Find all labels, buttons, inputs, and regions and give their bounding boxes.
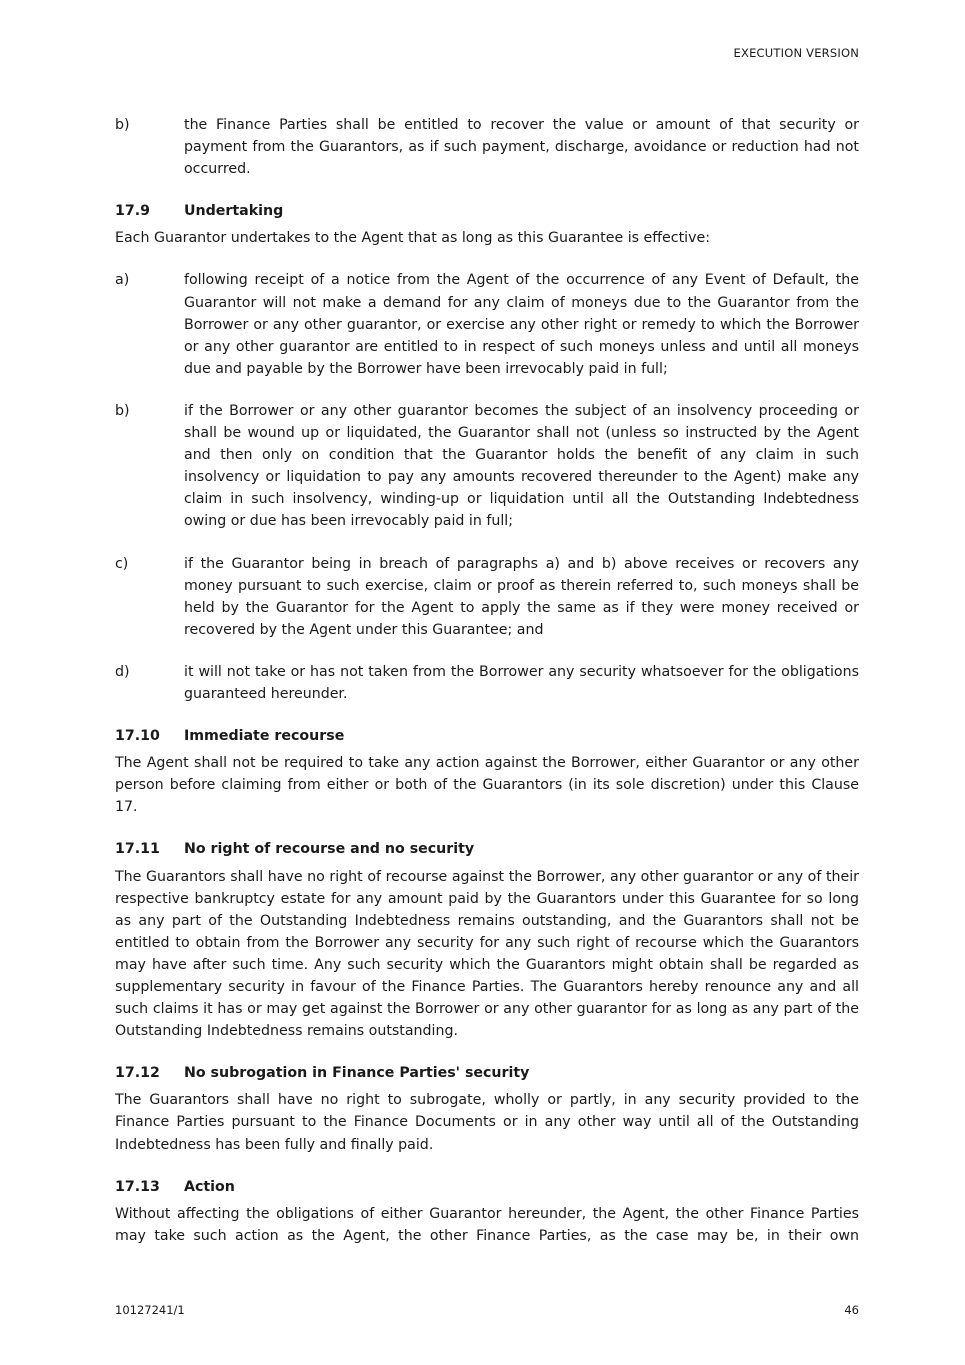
section-heading-17-13 [115, 1176, 859, 1198]
list-item-label: b) [115, 117, 130, 133]
section-heading-17-11 [115, 838, 859, 860]
list-item [115, 553, 859, 641]
section-paragraph: The Guarantors shall have no right to subrogate, wholly or partly, in any security provided to the Finance Parties pursuant to the Finance Documents or in any other way until all of the Outstanding Indebtedness has been fully and finally paid. [115, 1092, 859, 1153]
section-number: 17.9 [115, 203, 151, 220]
list-item [115, 400, 859, 533]
list-item-text: if the Borrower or any other guarantor becomes the subject of an insolvency proceeding or shall be wound up or liquidated, the Guarantor shall not (unless so instructed by the Agent and then only on condition that the Guarantor holds the benefit of any claim in such insolvency or liquidation to pay any amounts recovered thereunder to the Agent) make any claim in such insolvency, winding-up or liquidation until all the Outstanding Indebtedness owing or due has been irrevocably paid in full; [184, 402, 859, 530]
section-heading-17-9 [115, 200, 859, 222]
section-paragraph: The Guarantors shall have no right of recourse against the Borrower, any other guarantor or any of their respective bankruptcy estate for any amount paid by the Guarantors under this Guarantee for so long as any part of the Outstanding Indebtedness remains outstanding, and the Guarantors shall not be entitled to obtain from the Borrower any security for any such right of recourse which the Guarantors may have after such time. Any such security which the Guarantors might obtain shall be regarded as supplementary security in favour of the Finance Parties. The Guarantors hereby renounce any and all such claims it has or may get against the Borrower or any other guarantor for as long as any part of the Outstanding Indebtedness remains outstanding. [115, 868, 859, 1040]
list-item-label: d) [115, 663, 130, 680]
section-heading-17-12 [115, 1062, 859, 1084]
section-number: 17.10 [115, 728, 160, 745]
list-item-text: if the Guarantor being in breach of paragraphs a) and b) above receives or recovers any money pursuant to such exercise, claim or proof as therein referred to, such moneys shall be held by the Guarantor for the Agent to apply the same as if they were money received or recovered by the Agent under this Guarantee; and [184, 555, 859, 638]
footer-page-number: 46 [844, 1303, 859, 1317]
section-title: Action [184, 1178, 235, 1195]
section-paragraph: The Agent shall not be required to take any action against the Borrower, either Guarantor or any other person before claiming from either or both of the Guarantors (in its sole discretion) under this Clause 17. [115, 755, 859, 816]
list-item [115, 661, 859, 705]
section-number: 17.11 [115, 841, 160, 858]
list-item-text: it will not take or has not taken from the Borrower any security whatsoever for the obligations guaranteed hereunder. [184, 663, 859, 702]
list-item-label: a) [115, 272, 130, 289]
list-item-intro [115, 114, 859, 180]
section-number: 17.13 [115, 1178, 160, 1195]
section-title: Undertaking [184, 203, 284, 220]
section-title: No subrogation in Finance Parties' security [184, 1065, 530, 1082]
list-item-text: the Finance Parties shall be entitled to recover the value or amount of that security or payment from the Guarantors, as if such payment, discharge, avoidance or reduction had not occurred. [184, 117, 859, 178]
section-paragraph: Each Guarantor undertakes to the Agent that as long as this Guarantee is effective: [115, 230, 710, 247]
list-item [115, 269, 859, 379]
header-version: EXECUTION VERSION [733, 46, 859, 60]
section-paragraph: Without affecting the obligations of either Guarantor hereunder, the Agent, the other Finance Parties may take such action as the Agent, the other Finance Parties, as the case may be, in their own [115, 1205, 859, 1244]
section-title: Immediate recourse [184, 728, 345, 745]
list-item-text: following receipt of a notice from the Agent of the occurrence of any Event of Default, the Guarantor will not make a demand for any claim of moneys due to the Guarantor from the Borrower or any other guarantor, or exercise any other right or remedy to which the Borrower or any other guarantor are entitled to in respect of such moneys unless and until all moneys due and payable by the Borrower have been irrevocably paid in full; [184, 272, 859, 377]
section-heading-17-10 [115, 725, 859, 747]
list-item-label: b) [115, 402, 130, 419]
section-number: 17.12 [115, 1065, 160, 1082]
footer-doc-ref: 10127241/1 [115, 1303, 185, 1317]
section-title: No right of recourse and no security [184, 841, 475, 858]
page-content [115, 114, 859, 1267]
list-item-label: c) [115, 555, 129, 572]
